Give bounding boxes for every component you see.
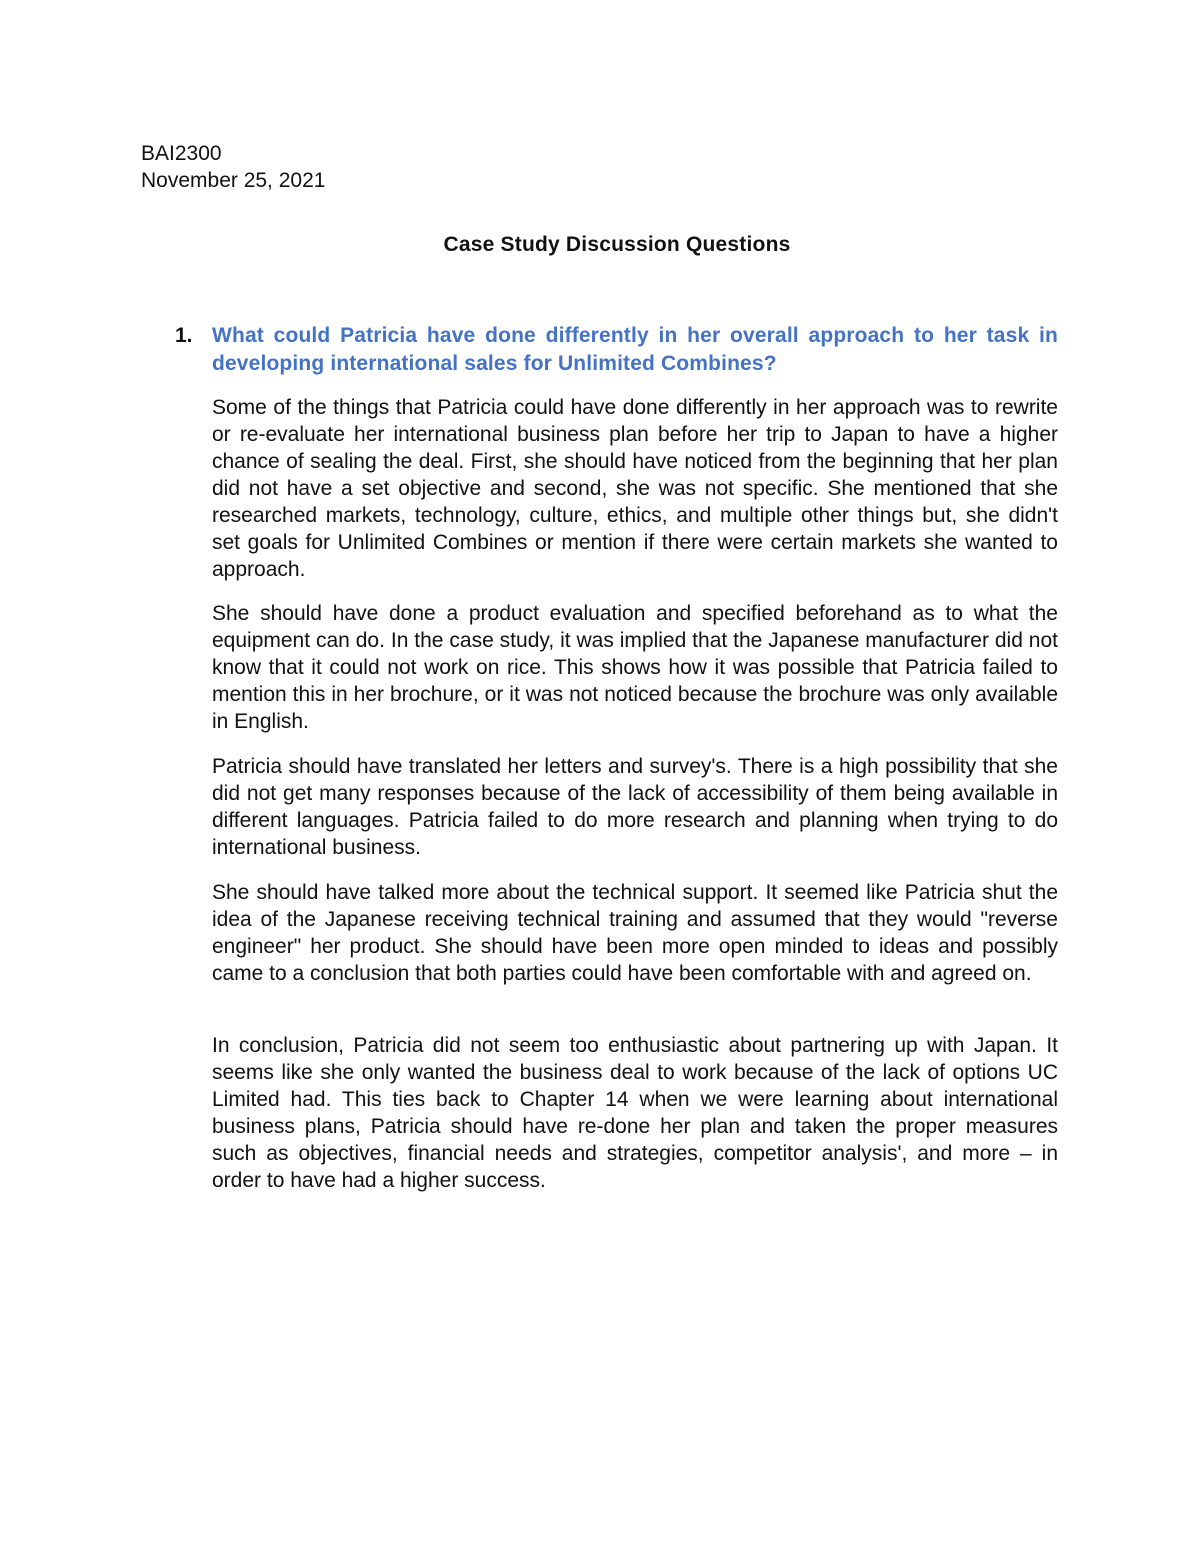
- question-text: What could Patricia have done differently in her overall approach to her task in developing international sales for Unlimited Combines?: [212, 324, 1058, 375]
- answer-paragraph: She should have talked more about the technical support. It seemed like Patricia shut the idea of the Japanese receiving technical training and assumed that they would "reverse engineer" her product. She should have been more open minded to ideas and possibly came to a conclusion that both parties could have been comfortable with and agreed on.: [212, 881, 1058, 985]
- answer-paragraph: In conclusion, Patricia did not seem too enthusiastic about partnering up with Japan. It seems like she only wanted the business deal to work because of the lack of options UC Limited had. This ties back to Chapter 14 when we were learning about international business plans, Patricia should have re-done her plan and taken the proper measures such as objectives, financial needs and strategies, competitor analysis', and more – in order to have had a higher success.: [212, 1034, 1058, 1192]
- answer-paragraph: Some of the things that Patricia could have done differently in her approach was to rewrite or re-evaluate her international business plan before her trip to Japan to have a higher chance of sealing the deal. First, she should have noticed from the beginning that her plan did not have a set objective and second, she was not specific. She mentioned that she researched markets, technology, culture, ethics, and multiple other things but, she didn't set goals for Unlimited Combines or mention if there were certain markets she wanted to approach.: [212, 396, 1058, 581]
- course-code: BAI2300: [141, 142, 222, 165]
- document-header: [141, 140, 325, 194]
- answer-paragraph: She should have done a product evaluation and specified beforehand as to what the equipment can do. In the case study, it was implied that the Japanese manufacturer did not know that it could not work on rice. This shows how it was possible that Patricia failed to mention this in her brochure, or it was not noticed because the brochure was only available in English.: [212, 602, 1058, 733]
- document-date: November 25, 2021: [141, 169, 326, 192]
- answer-paragraph: Patricia should have translated her letters and survey's. There is a high possibility that she did not get many responses because of the lack of accessibility of them being available in different languages. Patricia failed to do more research and planning when trying to do international business.: [212, 755, 1058, 859]
- document-title: Case Study Discussion Questions: [443, 233, 791, 256]
- question-number: 1.: [175, 324, 193, 347]
